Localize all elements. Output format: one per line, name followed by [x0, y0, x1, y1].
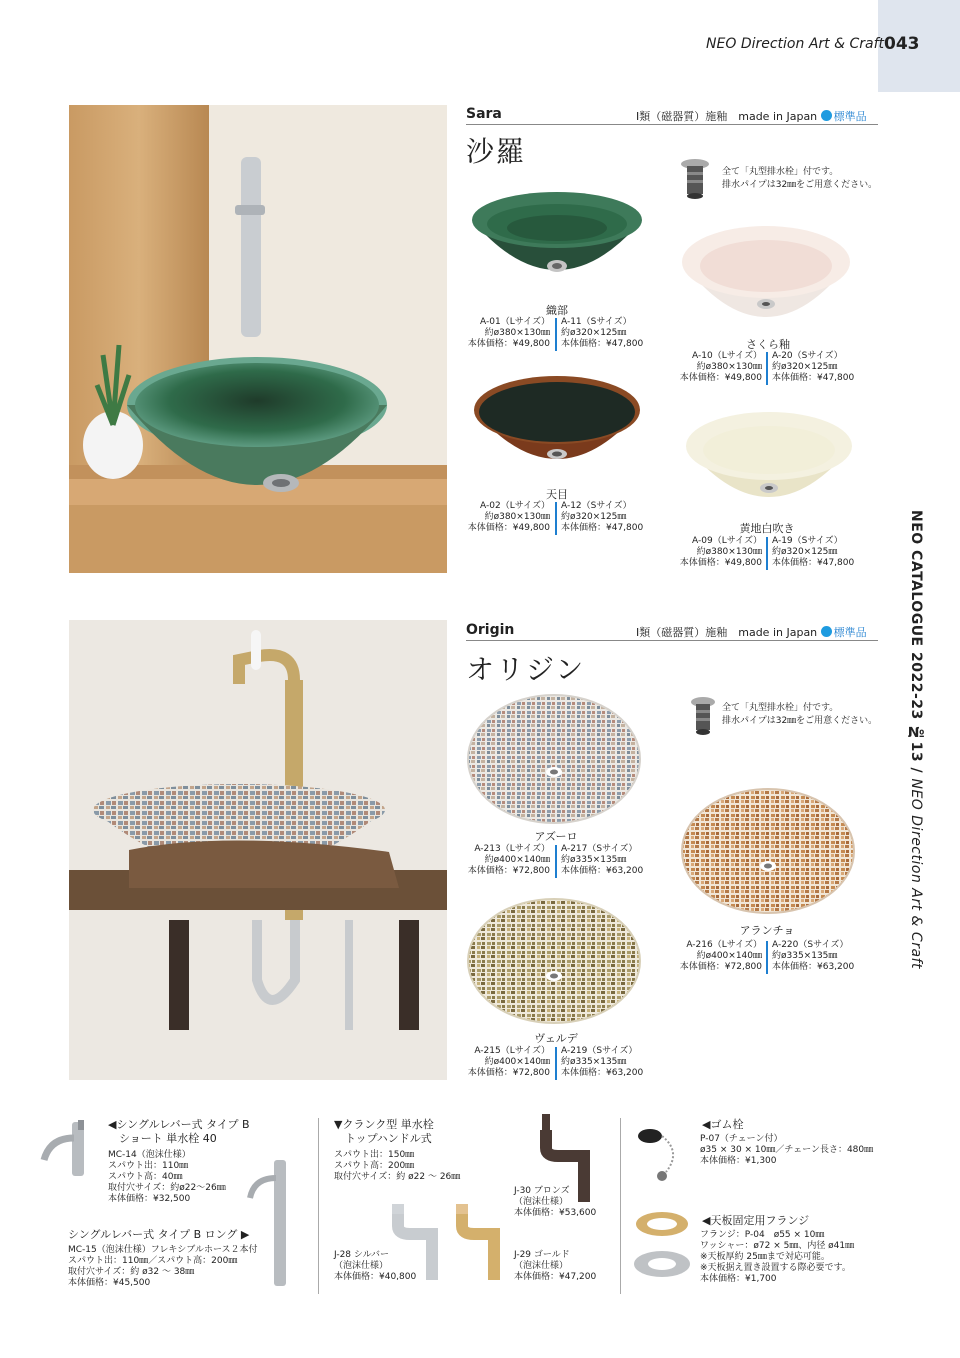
origin-rule: [466, 640, 878, 641]
text-line: 排水パイプは32㎜をご用意ください。: [722, 180, 878, 190]
text-line: A-220（Sサイズ）: [772, 940, 849, 950]
text-line: A-09（Lサイズ）: [692, 536, 762, 546]
spec-column: [680, 536, 762, 569]
text-line: 約ø320×125㎜: [772, 362, 838, 372]
product-image-arancio: [680, 786, 856, 916]
text-line: （泡沫仕様）: [514, 1197, 569, 1207]
spec-column: [772, 536, 854, 569]
text-line: 約ø400×140㎜: [696, 951, 762, 961]
text-line: 約ø400×140㎜: [484, 1057, 550, 1067]
text-line: ワッシャー：ø72 × 5㎜、内径 ø41㎜: [700, 1241, 855, 1251]
sara-series-name: Sara: [466, 106, 502, 122]
text-line: A-219（Sサイズ）: [561, 1046, 638, 1056]
text-line: 約ø335×135㎜: [561, 855, 627, 865]
text-line: J-30 ブロンズ: [514, 1186, 570, 1196]
text-line: A-10（Lサイズ）: [692, 351, 762, 361]
sara-drain-note: [722, 166, 877, 192]
text-line: 排水パイプは32㎜をご用意ください。: [722, 716, 878, 726]
text-line: 本体価格：¥1,300: [700, 1156, 777, 1166]
text-line: 約ø400×140㎜: [484, 855, 550, 865]
product-image-azzurro: [466, 692, 642, 826]
text-line: A-215（Lサイズ）: [474, 1046, 550, 1056]
sara-spec: [636, 108, 867, 124]
text-line: 本体価格：¥49,800: [467, 339, 550, 349]
text-line: フランジ：P-04 ø55 × 10㎜: [700, 1230, 825, 1240]
product-name-tenmoku: 天目: [546, 488, 568, 501]
text-line: 本体価格：¥49,800: [679, 373, 762, 383]
spec-divider-bar: [555, 845, 557, 878]
origin-drain-note: [722, 702, 877, 728]
drain-icon: [690, 696, 716, 740]
text-line: ※天板厚約 25㎜まで対応可能。: [700, 1252, 830, 1262]
spec-column: [772, 940, 854, 973]
product-image-verde: [466, 896, 642, 1026]
standard-dot-icon: [821, 110, 832, 121]
text-line: 全て「丸型排水栓」付です。: [722, 703, 839, 713]
text-line: 本体価格：¥72,800: [467, 1068, 550, 1078]
text-line: 取付穴サイズ：約 ø22 〜 26㎜: [334, 1172, 461, 1182]
text-line: Ⅰ類（磁器質）施釉 made in Japan: [636, 626, 818, 639]
text-line: 本体価格：¥47,800: [561, 339, 644, 349]
text-line: スパウト出：110㎜／スパウト高：200㎜: [68, 1256, 238, 1266]
header-brand: NEO Direction Art & Craft: [706, 36, 884, 52]
text-line: A-12（Sサイズ）: [561, 501, 632, 511]
text-line: A-217（Sサイズ）: [561, 844, 638, 854]
text-line: 本体価格：¥63,200: [561, 866, 644, 876]
crank-bronze-spec: [514, 1186, 596, 1219]
text-line: 本体価格：¥45,500: [68, 1278, 151, 1288]
text-line: スパウト高：40㎜: [108, 1172, 183, 1182]
product-name-azzurro: アズーロ: [534, 830, 578, 843]
product-spec-arancio: [676, 940, 858, 978]
faucet-short-spec: [108, 1150, 226, 1205]
crank-title: [334, 1118, 434, 1146]
flange-title: ◀天板固定用フランジ: [702, 1214, 810, 1227]
rubber-stopper-title: ◀ゴム栓: [702, 1118, 744, 1131]
text-line: MC-14（泡沫仕様）: [108, 1150, 191, 1160]
product-image-tenmoku: [472, 372, 642, 480]
spec-column: [468, 844, 550, 877]
spec-column: [468, 1046, 550, 1079]
faucet-short-image: [40, 1118, 100, 1178]
spec-column: [468, 501, 550, 534]
product-spec-kiji: [676, 536, 858, 574]
text-line: 約ø335×135㎜: [772, 951, 838, 961]
text-line: 約ø380×130㎜: [696, 547, 762, 557]
text-line: ショート 単水栓 40: [108, 1132, 217, 1145]
product-name-verde: ヴェルデ: [534, 1032, 578, 1045]
product-image-oribe: [470, 190, 644, 300]
product-image-sakura: [680, 222, 852, 332]
spec-column: [468, 317, 550, 350]
faucet-long-spec: [68, 1245, 258, 1289]
text-line: 約ø380×130㎜: [484, 512, 550, 522]
crank-silver-spec: [334, 1250, 416, 1283]
text-line: 本体価格：¥47,800: [772, 373, 855, 383]
text-line: J-29 ゴールド: [514, 1250, 570, 1260]
text-line: A-11（Sサイズ）: [561, 317, 632, 327]
spec-divider-bar: [766, 352, 768, 385]
rubber-stopper-image: [632, 1122, 696, 1186]
product-spec-azzurro: [466, 844, 646, 882]
crank-spec: [334, 1150, 460, 1183]
spec-column: [772, 351, 854, 384]
flange-image: [632, 1206, 696, 1286]
product-name-kiji: 黄地白吹き: [739, 522, 795, 535]
spec-divider-bar: [766, 537, 768, 570]
text-line: 約ø380×130㎜: [484, 328, 550, 338]
sara-title: 沙羅: [466, 135, 527, 168]
spec-divider-bar: [555, 502, 557, 535]
text-line: 本体価格：¥63,200: [561, 1068, 644, 1078]
text-line: A-20（Sサイズ）: [772, 351, 843, 361]
text-line: J-28 シルバー: [334, 1250, 390, 1260]
text-line: ▼クランク型 単水栓: [334, 1118, 434, 1131]
text-line: スパウト高：200㎜: [334, 1161, 415, 1171]
spec-divider-bar: [555, 1047, 557, 1080]
text-line: 本体価格：¥49,800: [679, 558, 762, 568]
text-line: MC-15（泡沫仕様）フレキシブルホース２本付: [68, 1245, 258, 1255]
text-line: 本体価格：¥47,200: [514, 1272, 597, 1282]
product-spec-tenmoku: [466, 501, 646, 539]
text-line: A-01（Lサイズ）: [480, 317, 550, 327]
text-line: A-216（Lサイズ）: [686, 940, 762, 950]
text-line: ø35 × 30 × 10㎜／チェーン長さ：480㎜: [700, 1145, 874, 1155]
accessory-divider: [620, 1118, 621, 1294]
product-name-arancio: アランチョ: [739, 924, 795, 937]
sidebar-catalogue-label: [908, 510, 924, 969]
text-line: （泡沫仕様）: [514, 1261, 569, 1271]
spec-divider-bar: [555, 318, 557, 351]
text-line: 本体価格：¥40,800: [334, 1272, 417, 1282]
text-line: P-07（チェーン付）: [700, 1134, 783, 1144]
product-spec-sakura: [676, 351, 858, 389]
sara-photo: [69, 105, 447, 573]
text-line: 全て「丸型排水栓」付です。: [722, 167, 839, 177]
faucet-long-title: シングルレバー式 タイプ B ロング ▶: [68, 1228, 250, 1241]
spec-divider-bar: [766, 941, 768, 974]
crank-gold-spec: [514, 1250, 596, 1283]
text-line: 本体価格：¥72,800: [467, 866, 550, 876]
text-line: 本体価格：¥32,500: [108, 1194, 191, 1204]
text-line: 約ø380×130㎜: [696, 362, 762, 372]
text-line: 取付穴サイズ：約ø22〜26㎜: [108, 1183, 226, 1193]
accessory-divider: [318, 1118, 319, 1294]
spec-column: [561, 844, 643, 877]
text-line: ◀シングルレバー式 タイプ B: [108, 1118, 250, 1131]
product-spec-verde: [466, 1046, 646, 1084]
product-spec-oribe: [466, 317, 646, 355]
origin-photo: [69, 620, 447, 1080]
text-line: 本体価格：¥47,800: [772, 558, 855, 568]
origin-title: オリジン: [466, 653, 586, 686]
rubber-stopper-spec: [700, 1134, 873, 1167]
origin-spec: [636, 624, 867, 640]
flange-spec: [700, 1230, 854, 1285]
text-line: 約ø320×125㎜: [561, 512, 627, 522]
spec-column: [561, 501, 643, 534]
origin-series-name: Origin: [466, 622, 515, 638]
spec-column: [561, 317, 643, 350]
page-number: 043: [884, 34, 920, 54]
text-line: トップハンドル式: [334, 1132, 432, 1145]
text-line: 本体価格：¥72,800: [679, 962, 762, 972]
text-line: 本体価格：¥47,800: [561, 523, 644, 533]
spec-column: [561, 1046, 643, 1079]
text-line: （泡沫仕様）: [334, 1261, 389, 1271]
text-line: NEO CATALOGUE 2022-23 №13 /: [908, 510, 924, 774]
text-line: A-213（Lサイズ）: [474, 844, 550, 854]
product-image-kiji: [684, 408, 854, 516]
text-line: スパウト出：110㎜: [108, 1161, 189, 1171]
drain-icon: [680, 158, 710, 204]
text-line: A-19（Sサイズ）: [772, 536, 843, 546]
text-line: 約ø335×135㎜: [561, 1057, 627, 1067]
text-line: 標準品: [833, 626, 867, 639]
text-line: 約ø320×125㎜: [561, 328, 627, 338]
text-line: A-02（Lサイズ）: [480, 501, 550, 511]
text-line: スパウト出：150㎜: [334, 1150, 415, 1160]
faucet-short-title: [108, 1118, 250, 1146]
product-name-oribe: 織部: [546, 304, 568, 317]
text-line: 本体価格：¥1,700: [700, 1274, 777, 1284]
text-line: 本体価格：¥63,200: [772, 962, 855, 972]
spec-column: [680, 351, 762, 384]
text-line: 本体価格：¥53,600: [514, 1208, 597, 1218]
text-line: 本体価格：¥49,800: [467, 523, 550, 533]
text-line: NEO Direction Art & Craft: [908, 778, 924, 969]
crank-gold-image: [452, 1200, 510, 1282]
text-line: Ⅰ類（磁器質）施釉 made in Japan: [636, 110, 818, 123]
text-line: ※天板据え置き設置する際必要です。: [700, 1263, 851, 1273]
product-name-sakura: さくら釉: [746, 338, 790, 351]
spec-column: [680, 940, 762, 973]
text-line: 約ø320×125㎜: [772, 547, 838, 557]
standard-dot-icon: [821, 626, 832, 637]
text-line: 標準品: [833, 110, 867, 123]
sara-rule: [466, 124, 878, 125]
text-line: 取付穴サイズ：約 ø32 〜 38㎜: [68, 1267, 195, 1277]
